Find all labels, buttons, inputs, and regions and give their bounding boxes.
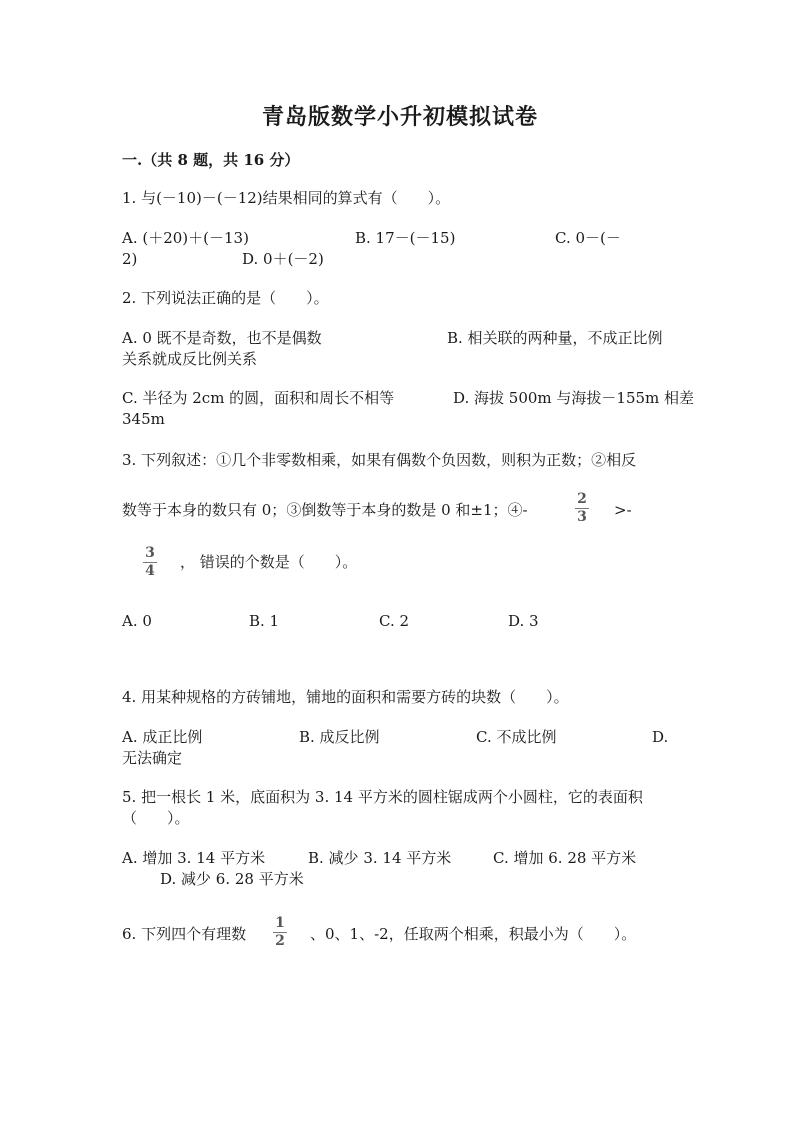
question-5-stem: 5. 把一根长 1 米，底面积为 3. 14 平方米的圆柱锯成两个小圆柱，它的表面积 (122, 788, 643, 806)
fraction-numerator: 3 (145, 545, 155, 561)
question-5-option-a: A. 增加 3. 14 平方米 (122, 849, 266, 867)
question-5-option-d: D. 减少 6. 28 平方米 (160, 870, 304, 888)
question-3-line-3: ， 错误的个数是（ ）。 (180, 553, 358, 571)
question-2-option-d-continued: 345m (122, 410, 165, 428)
question-4-option-a: A. 成正比例 (122, 728, 203, 746)
question-1-stem: 1. 与(－10)－(－12)结果相同的算式有（ ）。 (122, 189, 451, 207)
question-4-option-b: B. 成反比例 (299, 728, 380, 746)
question-2-option-a: A. 0 既不是奇数，也不是偶数 (122, 329, 322, 347)
question-3-option-a: A. 0 (122, 612, 152, 630)
fraction-numerator: 2 (577, 491, 587, 507)
question-1-option-c-continued: 2) (122, 250, 138, 268)
question-6-stem-end: 、0、1、-2，任取两个相乘，积最小为（ ）。 (310, 925, 637, 943)
question-2-stem: 2. 下列说法正确的是（ ）。 (122, 289, 329, 307)
question-3-option-b: B. 1 (249, 612, 280, 630)
fraction-three-quarters (142, 546, 158, 579)
question-5-option-c: C. 增加 6. 28 平方米 (493, 849, 637, 867)
question-2-option-c: C. 半径为 2cm 的圆，面积和周长不相等 (122, 389, 395, 407)
question-4-option-d: D. (652, 728, 669, 746)
fraction-denominator: 2 (275, 933, 285, 949)
fraction-denominator: 4 (145, 563, 155, 579)
question-1-option-c: C. 0－(－ (555, 229, 621, 247)
fraction-two-thirds (574, 492, 590, 525)
question-2-option-b: B. 相关联的两种量，不成正比例 (447, 329, 663, 347)
question-3-option-d: D. 3 (508, 612, 539, 630)
fraction-denominator: 3 (577, 509, 587, 525)
question-1-option-d: D. 0＋(－2) (242, 250, 324, 268)
question-4-option-d-continued: 无法确定 (122, 749, 183, 767)
question-5-option-b: B. 减少 3. 14 平方米 (308, 849, 452, 867)
question-6-stem-start: 6. 下列四个有理数 (122, 925, 247, 943)
question-3-line-1: 3. 下列叙述：①几个非零数相乘，如果有偶数个负因数，则积为正数；②相反 (122, 451, 637, 469)
question-3-option-c: C. 2 (379, 612, 410, 630)
question-1-option-a: A. (＋20)＋(－13) (122, 229, 249, 247)
greater-than-sign: >- (614, 501, 632, 519)
fraction-numerator: 1 (275, 915, 285, 931)
section-heading: 一.（共 8 题，共 16 分） (122, 151, 300, 169)
fraction-one-half (272, 916, 288, 949)
question-5-stem-continued: （ ）。 (122, 809, 190, 827)
question-4-stem: 4. 用某种规格的方砖铺地，铺地的面积和需要方砖的块数（ ）。 (122, 688, 569, 706)
question-2-option-b-continued: 关系就成反比例关系 (122, 350, 258, 368)
page-title: 青岛版数学小升初模拟试卷 (261, 104, 538, 130)
question-2-option-d: D. 海拔 500m 与海拔－155m 相差 (453, 389, 695, 407)
question-4-option-c: C. 不成比例 (476, 728, 557, 746)
question-1-option-b: B. 17－(－15) (355, 229, 456, 247)
question-3-line-2: 数等于本身的数只有 0；③倒数等于本身的数是 0 和±1；④- (122, 501, 528, 519)
